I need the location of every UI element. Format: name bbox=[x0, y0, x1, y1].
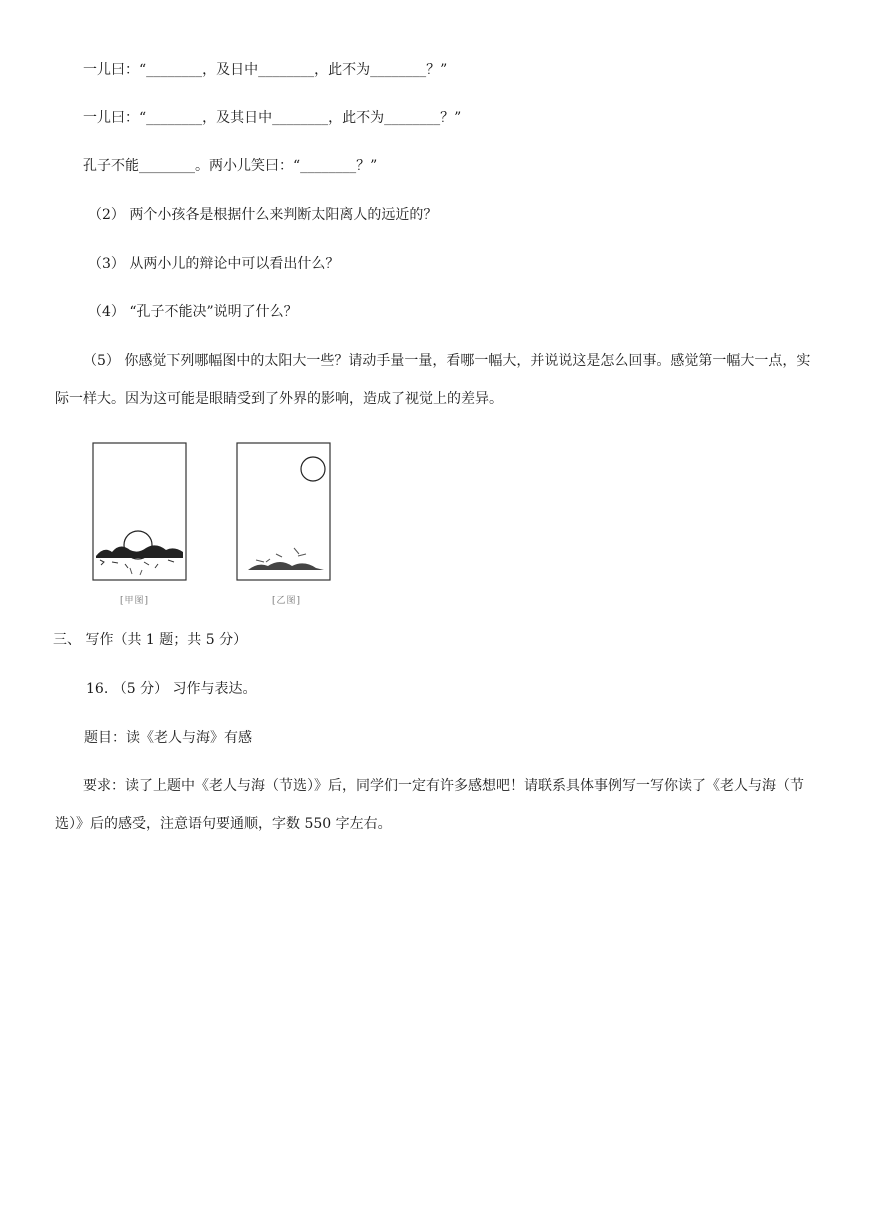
figure-left bbox=[92, 442, 188, 586]
fill-line-1: 一儿曰：“________，及日中________，此不为________？” bbox=[83, 62, 448, 78]
question-5: （5） 你感觉下列哪幅图中的太阳大一些？请动手量一量，看哪一幅大，并说说这是怎么回事。感觉第一幅大一点，实际一样大。因为这可能是眼睛受到了外界的影响，造成了视觉上的差异。 bbox=[55, 353, 811, 407]
figure-right-illustration bbox=[236, 442, 332, 582]
question-2: （2） 两个小孩各是根据什么来判断太阳离人的远近的？ bbox=[88, 207, 438, 223]
question-3: （3） 从两小儿的辩论中可以看出什么？ bbox=[88, 256, 340, 272]
writing-topic: 题目：读《老人与海》有感 bbox=[84, 730, 252, 746]
figure-left-caption: [甲图] bbox=[120, 596, 150, 606]
figure-right-caption: [乙图] bbox=[272, 596, 302, 606]
writing-requirement: 要求：读了上题中《老人与海（节选）》后，同学们一定有许多感想吧！请联系具体事例写一写你读了《老人与海（节选）》后的感受，注意语句要通顺，字数 550 字左右。 bbox=[55, 778, 804, 832]
fill-line-3: 孔子不能________。两小儿笑曰：“________？” bbox=[83, 158, 378, 174]
section-3-heading: 三、 写作（共 1 题；共 5 分） bbox=[53, 632, 248, 648]
figure-right bbox=[236, 442, 332, 586]
figure-left-illustration bbox=[92, 442, 188, 582]
fill-line-2: 一儿曰：“________，及其日中________，此不为________？” bbox=[83, 110, 462, 126]
question-4: （4） “孔子不能决”说明了什么？ bbox=[88, 304, 298, 320]
question-16: 16. （5 分） 习作与表达。 bbox=[86, 681, 257, 697]
